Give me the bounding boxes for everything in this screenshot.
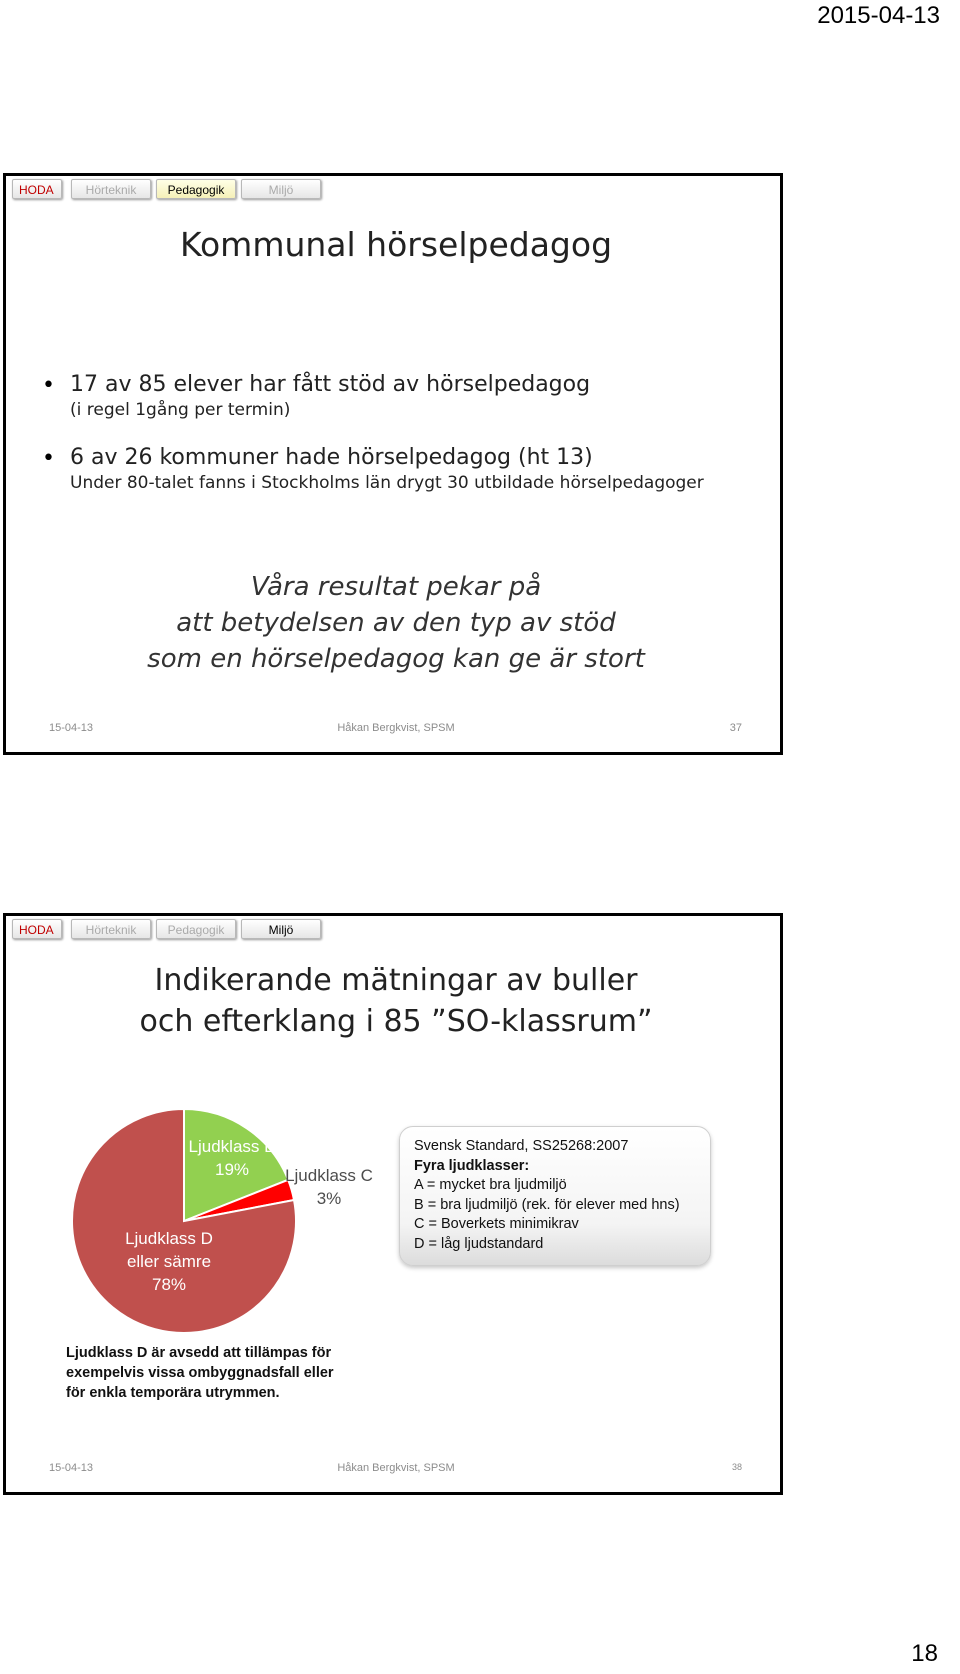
nav-hoda-button[interactable]: HODA <box>12 919 62 939</box>
standard-info-box <box>399 1126 711 1266</box>
note-line: exempelvis vissa ombyggnadsfall eller <box>66 1365 334 1381</box>
pie-label-line: Ljudklass B <box>188 1137 276 1156</box>
nav-tab-pedagogik[interactable]: Pedagogik <box>156 919 236 939</box>
footer-author: Håkan Bergkvist, SPSM <box>337 1462 455 1474</box>
note-line: Ljudklass D är avsedd att tillämpas för <box>66 1345 332 1361</box>
page-number: 18 <box>911 1640 938 1667</box>
nav-tab-pedagogik[interactable]: Pedagogik <box>156 179 236 199</box>
bullet-dot-icon: • <box>42 373 55 398</box>
conclusion-line: att betydelsen av den typ av stöd <box>176 608 616 638</box>
note-line: för enkla temporära utrymmen. <box>66 1385 280 1401</box>
bullet-item <box>36 371 756 421</box>
pie-label-line: Ljudklass D <box>125 1229 213 1248</box>
standard-item: D = låg ljudstandard <box>414 1235 544 1252</box>
bullet-main-text: 6 av 26 kommuner hade hörselpedagog (ht 13) <box>70 445 593 470</box>
pie-label-line: eller sämre <box>126 1252 212 1271</box>
pie-label-line: 19% <box>214 1160 250 1179</box>
slide-footer <box>6 1462 783 1478</box>
slide-37 <box>3 173 783 755</box>
nav-hoda-button[interactable]: HODA <box>12 179 62 199</box>
bullet-sub-text: (i regel 1gång per termin) <box>70 400 291 420</box>
standard-item: A = mycket bra ljudmiljö <box>414 1177 567 1193</box>
footer-slide-number: 37 <box>729 722 742 734</box>
slide-38 <box>3 913 783 1495</box>
conclusion-line: som en hörselpedagog kan ge är stort <box>147 644 645 674</box>
nav-tab-horteknik[interactable]: Hörteknik <box>71 179 151 199</box>
nav-tab-horteknik[interactable]: Hörteknik <box>71 919 151 939</box>
pie-label-line: Ljudklass C <box>285 1166 373 1185</box>
slide-title <box>6 960 783 1042</box>
footer-slide-number: 38 <box>731 1462 742 1472</box>
nav-tab-miljo[interactable]: Miljö <box>241 179 321 199</box>
pie-label-ljudklass-c <box>284 1164 374 1210</box>
bullet-sub-text: Under 80-talet fanns i Stockholms län drygt 30 utbildade hörselpedagoger <box>70 473 704 493</box>
bullet-main-text: 17 av 85 elever har fått stöd av hörselpedagog <box>70 372 591 397</box>
page-date: 2015-04-13 <box>817 2 940 29</box>
standard-title: Svensk Standard, SS25268:2007 <box>414 1138 629 1154</box>
conclusion-line: Våra resultat pekar på <box>250 572 542 602</box>
pie-label-line: 3% <box>316 1189 342 1208</box>
pie-label-ljudklass-d <box>114 1227 224 1296</box>
footer-date: 15-04-13 <box>49 1462 94 1474</box>
pie-label-line: 78% <box>151 1275 187 1294</box>
footer-author: Håkan Bergkvist, SPSM <box>337 722 455 734</box>
ljudklass-d-note <box>66 1343 386 1403</box>
slide-footer <box>6 722 783 738</box>
standard-item: B = bra ljudmiljö (rek. för elever med hns) <box>414 1196 680 1213</box>
bullet-item <box>36 444 756 494</box>
standard-item: C = Boverkets minimikrav <box>414 1216 579 1232</box>
slide-title-line: Indikerande mätningar av buller <box>154 963 638 998</box>
conclusion-text <box>6 569 783 677</box>
pie-label-ljudklass-b <box>182 1135 282 1181</box>
bullet-list <box>36 371 756 517</box>
footer-date: 15-04-13 <box>49 722 94 734</box>
bullet-dot-icon: • <box>42 446 55 471</box>
standard-heading: Fyra ljudklasser: <box>414 1157 530 1174</box>
nav-tab-miljo[interactable]: Miljö <box>241 919 321 939</box>
slide-title-line: och efterklang i 85 ”SO-klassrum” <box>139 1004 653 1039</box>
slide-title: Kommunal hörselpedagog <box>179 225 613 264</box>
